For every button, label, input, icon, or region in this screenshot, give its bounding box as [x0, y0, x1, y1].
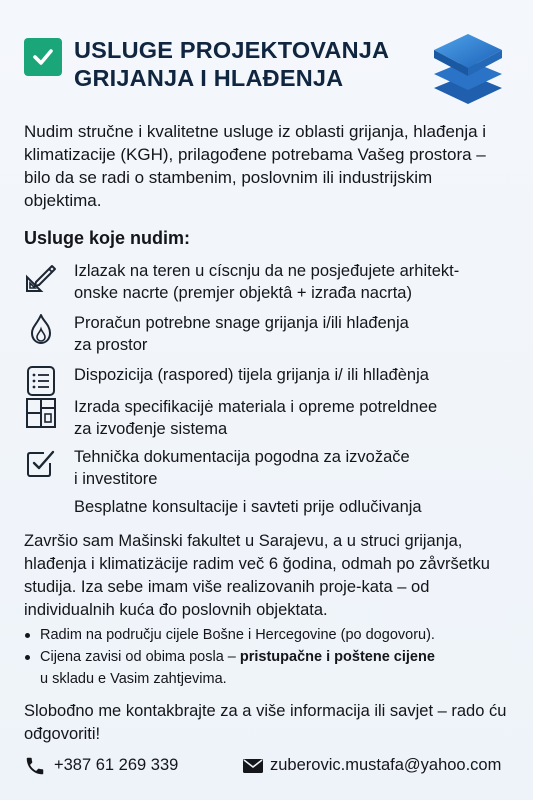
- services-heading: Usluge koje nudim:: [24, 228, 191, 248]
- bullet-text: Cijena zavisi od obima posla –: [40, 649, 240, 665]
- service-text-line: Dispozicija (raspored) tijela grijanja i/ ili hllađènja: [74, 366, 429, 384]
- phone-icon: [24, 755, 46, 777]
- bio-paragraph: Završio sam Mašinski fakultet u Sarajevu, a u struci grijanja, hlađenja i klimatizäcije radim več 6 ğodina, odmah po zåvršetku studija. Iza sebe imam više realizovanih proje-kata – od individualnih kuća đo poslovnih objektata.: [24, 532, 490, 619]
- phone-number[interactable]: +387 61 269 339: [54, 756, 179, 774]
- service-text-line: Tehnička dokumentacija pogodna za izvožače: [74, 448, 410, 466]
- checkbox-icon: [24, 446, 58, 480]
- list-icon: [24, 364, 58, 398]
- service-text-line: za prostor: [74, 336, 148, 354]
- bullet-text: Radim na području cijele Bošne i Hercegovine (po dogovoru).: [40, 627, 435, 643]
- contact-cta: Slobođno me kontakbrajte za a više informacija ili savjet – rado ću ođgovoriti!: [24, 702, 507, 743]
- list-item: [24, 624, 519, 646]
- service-text-line: Izrada specifikacijė materiala i opreme potreldnee: [74, 398, 438, 416]
- layers-stack-icon: [432, 30, 504, 108]
- title-line-1: USLUGE PROJEKTOVANJA: [74, 37, 390, 63]
- bullet-bold-text: pristupačne i poštene cijene: [239, 649, 435, 665]
- bullet-dot: [25, 633, 30, 638]
- header: [24, 36, 514, 116]
- email-address[interactable]: zuberovic.mustafa@yahoo.com: [270, 756, 502, 774]
- contact-footer: [24, 752, 514, 780]
- service-text-line: i investitore: [74, 470, 158, 488]
- service-text-line: Izlazak na teren u císcnju da ne posjeđujete arhitekt-: [74, 262, 460, 280]
- service-text-line: za izvođenje sistema: [74, 420, 228, 438]
- bullet-dot: [25, 655, 30, 660]
- envelope-icon: [242, 758, 264, 774]
- flame-icon: [24, 312, 58, 346]
- service-text-line: Besplatne konsultacije i savteti prije odlučivanja: [74, 498, 422, 516]
- page-title: [74, 36, 434, 92]
- title-line-2: GRIJANJA I HLAĐENJA: [74, 65, 344, 91]
- intro-paragraph: Nudim stručne i kvalitetne usluge iz oblasti grijanja, hlađenja i klimatizacije (KGH), prilagođene potrebama Vašeg prostora – bilo da se radi o stambenim, poslovnim ili industrijskim objektima.: [24, 122, 487, 210]
- ruler-pencil-icon: [24, 260, 58, 294]
- bullet-text: u skladu e Vasim zahtjevima.: [40, 671, 227, 687]
- blueprint-icon: [24, 396, 58, 430]
- list-item: [24, 646, 519, 690]
- check-square-icon: [24, 38, 62, 76]
- service-text-line: Proračun potrebne snage grijanja i/ili hlađenja: [74, 314, 409, 332]
- service-text-line: onske nacrte (premjer objektâ + izrađa nacrta): [74, 284, 412, 302]
- bullet-list: [24, 624, 519, 690]
